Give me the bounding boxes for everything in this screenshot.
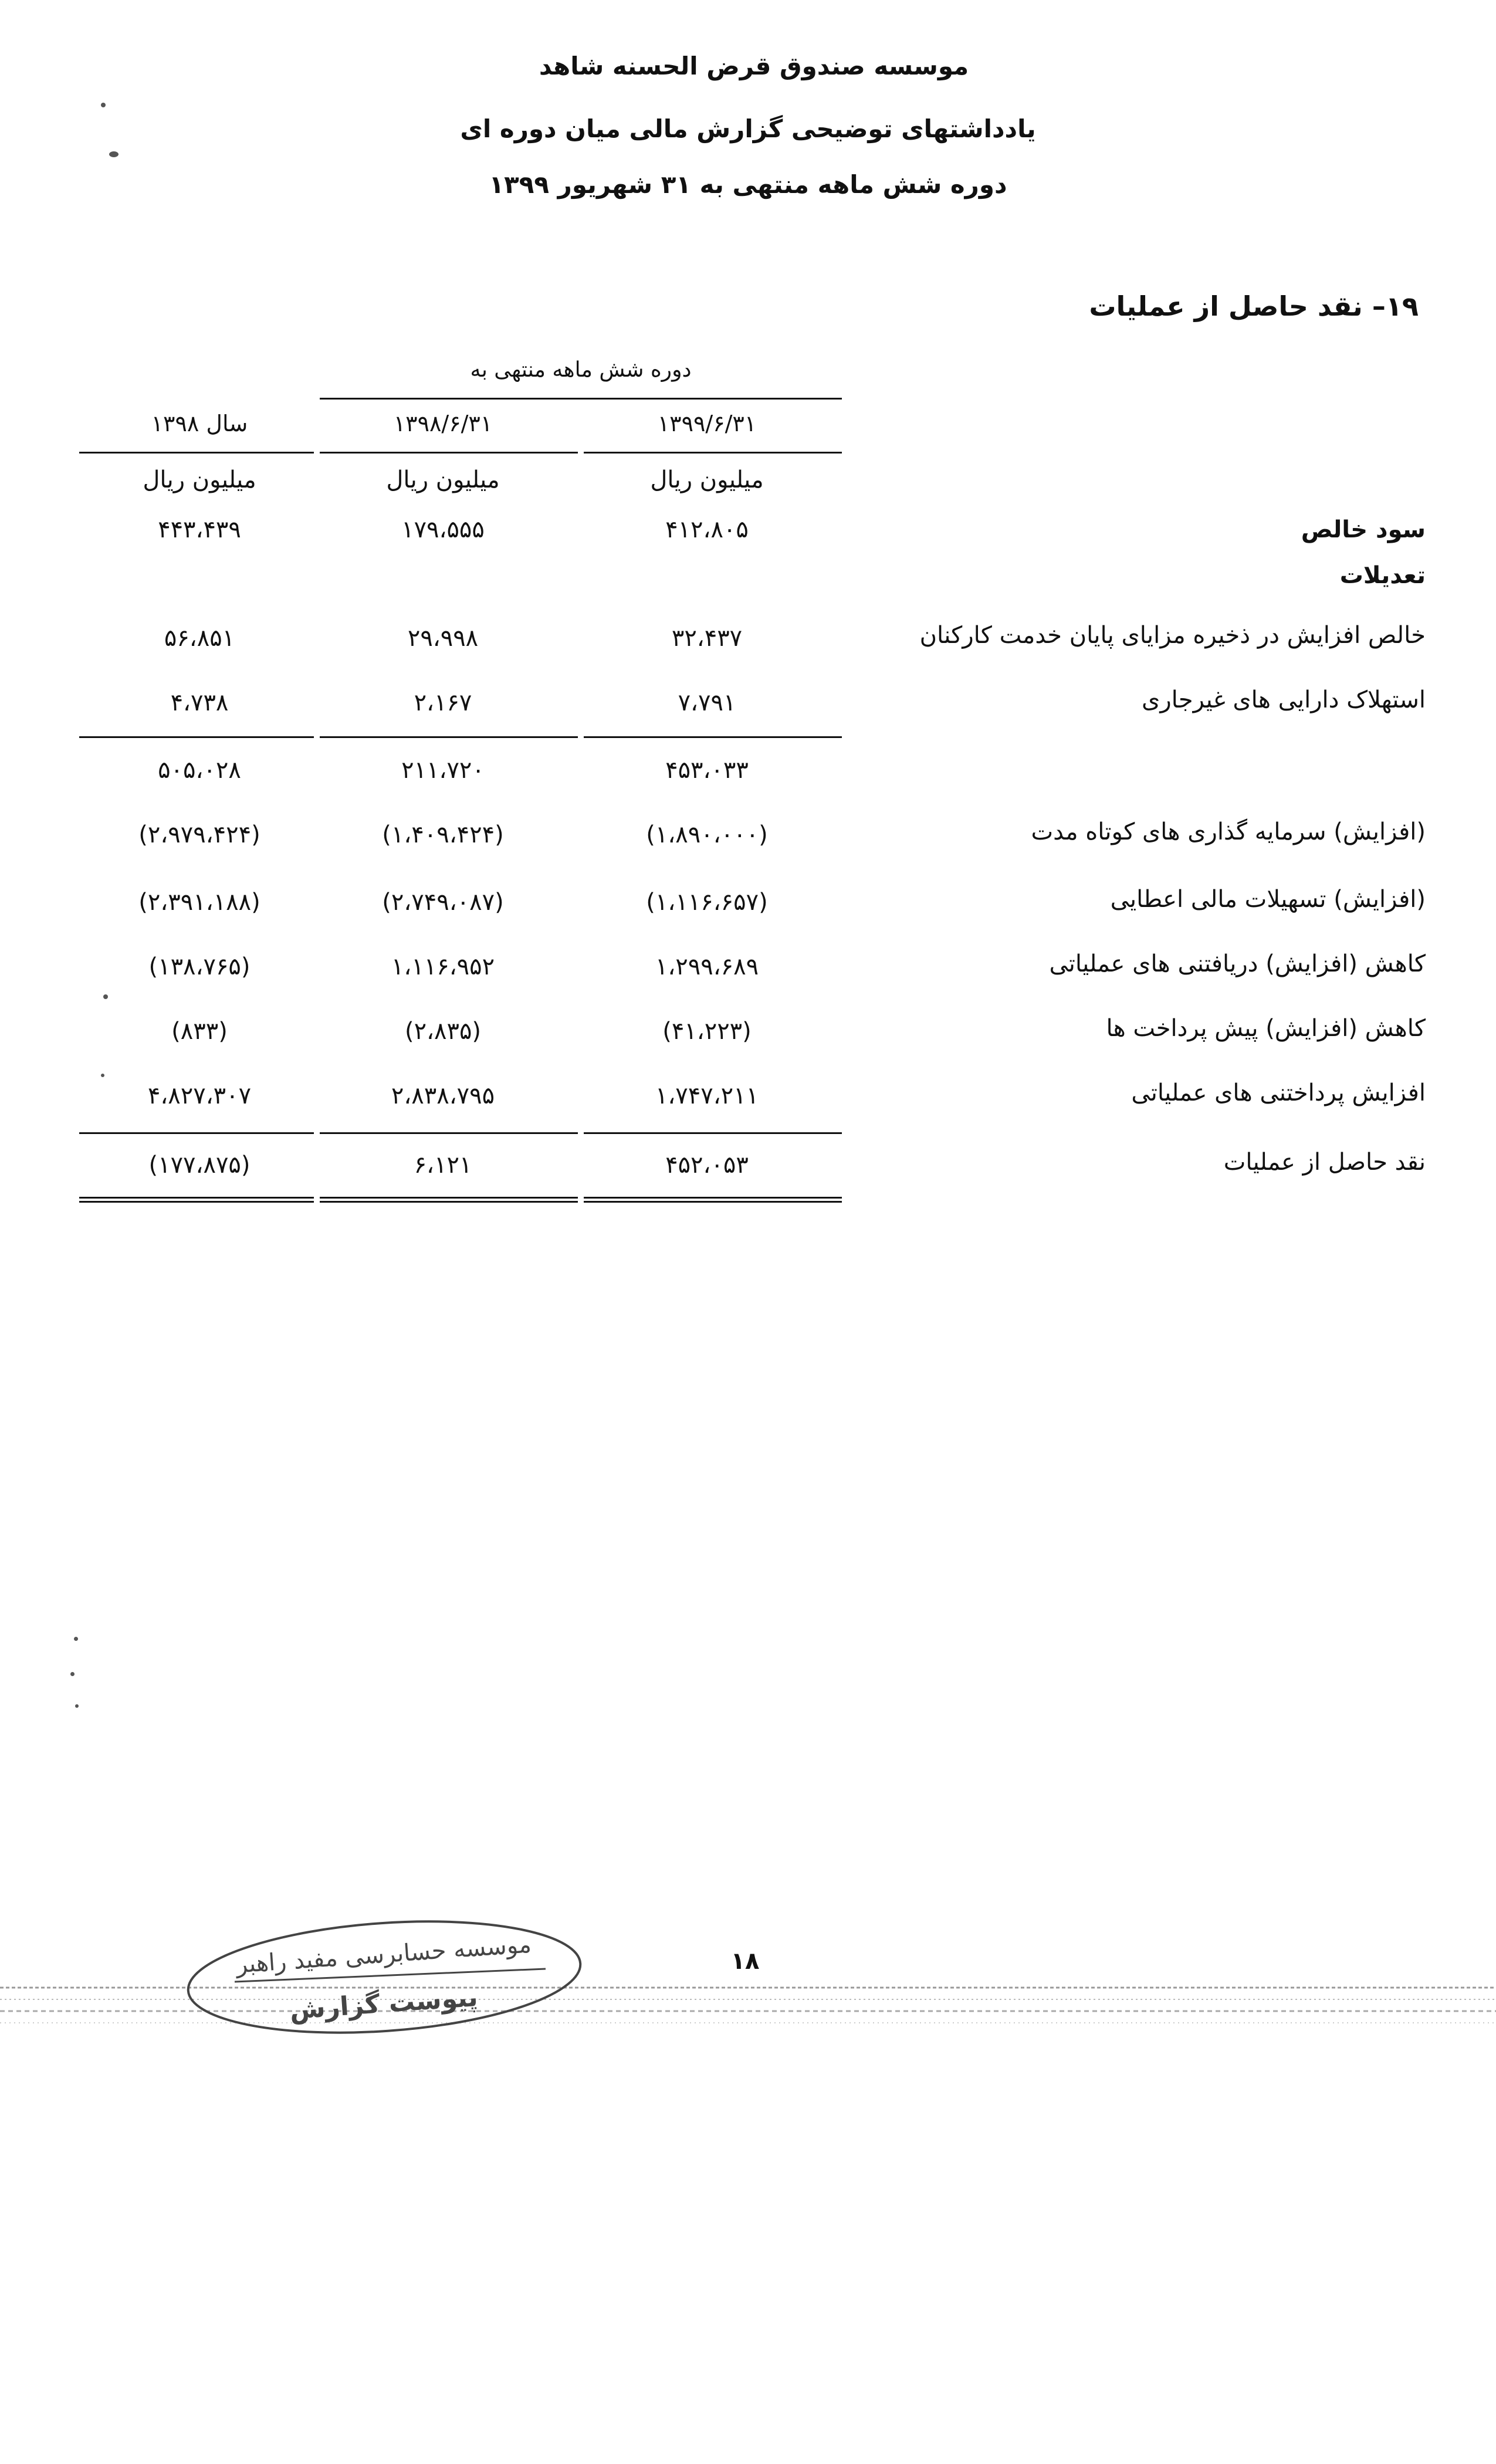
cell-payables-1398: ۴،۸۲۷،۳۰۷: [147, 1082, 252, 1109]
report-period: دوره شش ماهه منتهی به ۳۱ شهریور ۱۳۹۹: [489, 170, 1007, 199]
cell-investments-1399: (۱،۸۹۰،۰۰۰): [646, 821, 768, 848]
unit-label-col3: میلیون ریال: [143, 466, 256, 493]
unit-label-col2: میلیون ریال: [386, 466, 500, 493]
cell-total-1398-6: ۶،۱۲۱: [414, 1152, 472, 1179]
total-rule-col1: [584, 1132, 842, 1134]
column-header-year-1398: سال ۱۳۹۸: [151, 411, 248, 436]
cell-payables-1398-6: ۲،۸۳۸،۷۹۵: [391, 1082, 495, 1109]
cell-investments-1398: (۲،۹۷۹،۴۲۴): [138, 821, 260, 848]
cell-loans-1398: (۲،۳۹۱،۱۸۸): [138, 889, 260, 916]
cell-depreciation-1398-6: ۲،۱۶۷: [414, 689, 472, 716]
page-number: ۱۸: [730, 1948, 760, 1975]
subtotal-rule-col2: [320, 736, 578, 738]
org-name: موسسه صندوق قرض الحسنه شاهد: [539, 52, 969, 80]
cell-net-profit-1399: ۴۱۲،۸۰۵: [665, 516, 749, 543]
row-label-depreciation: استهلاک دارایی های غیرجاری: [1142, 686, 1426, 713]
cell-prepayments-1398-6: (۲،۸۳۵): [404, 1018, 482, 1045]
subtotal-rule-col1: [584, 736, 842, 738]
row-label-short-term-investments: (افزایش) سرمایه گذاری های کوتاه مدت: [1031, 818, 1426, 845]
scan-speck: [103, 994, 108, 999]
scan-speck: [101, 1074, 104, 1077]
cell-prepayments-1399: (۴۱،۲۲۳): [662, 1018, 752, 1045]
cell-investments-1398-6: (۱،۴۰۹،۴۲۴): [382, 821, 504, 848]
cell-depreciation-1398: ۴،۷۳۸: [170, 689, 229, 716]
header-rule-col2: [320, 452, 578, 453]
cell-loans-1398-6: (۲،۷۴۹،۰۸۷): [382, 889, 504, 916]
column-header-1399: ۱۳۹۹/۶/۳۱: [657, 411, 757, 436]
cell-net-profit-1398: ۴۴۳،۴۳۹: [158, 516, 241, 543]
period-label: دوره شش ماهه منتهی به: [470, 358, 692, 382]
cell-reserve-1399: ۳۲،۴۳۷: [671, 625, 743, 652]
period-rule: [320, 398, 842, 400]
cell-total-1398: (۱۷۷،۸۷۵): [148, 1152, 251, 1179]
report-title: یادداشتهای توضیحی گزارش مالی میان دوره ای: [460, 114, 1036, 143]
double-rule-col3: [79, 1197, 314, 1203]
cell-total-1399: ۴۵۲،۰۵۳: [665, 1152, 749, 1179]
cell-subtotal-1398-6: ۲۱۱،۷۲۰: [401, 757, 485, 784]
scan-speck: [70, 1672, 75, 1676]
svg-text:موسسه حسابرسی مفید راهبر: موسسه حسابرسی مفید راهبر: [235, 1931, 533, 1979]
cell-reserve-1398: ۵۶،۸۵۱: [164, 625, 235, 652]
column-header-1398-6: ۱۳۹۸/۶/۳۱: [393, 411, 493, 436]
row-label-prepayments: کاهش (افزایش) پیش پرداخت ها: [1106, 1015, 1426, 1042]
scan-speck: [101, 103, 106, 107]
cell-receivables-1398: (۱۳۸،۷۶۵): [148, 953, 251, 980]
row-label-net-profit: سود خالص: [1301, 516, 1426, 543]
svg-text:پیوست گزارش: پیوست گزارش: [288, 1982, 479, 2026]
cell-payables-1399: ۱،۷۴۷،۲۱۱: [655, 1082, 759, 1109]
cell-receivables-1399: ۱،۲۹۹،۶۸۹: [655, 953, 759, 980]
cell-subtotal-1398: ۵۰۵،۰۲۸: [158, 757, 241, 784]
row-label-loans-granted: (افزایش) تسهیلات مالی اعطایی: [1110, 886, 1426, 913]
cell-prepayments-1398: (۸۳۳): [171, 1018, 228, 1045]
cell-subtotal-1399: ۴۵۳،۰۳۳: [665, 757, 749, 784]
subtotal-rule-col3: [79, 736, 314, 738]
row-label-end-of-service-reserve: خالص افزایش در ذخیره مزایای پایان خدمت کارکنان: [919, 622, 1426, 649]
row-label-adjustments: تعدیلات: [1339, 562, 1426, 589]
cell-depreciation-1399: ۷،۷۹۱: [678, 689, 736, 716]
cell-reserve-1398-6: ۲۹،۹۹۸: [407, 625, 479, 652]
scan-speck: [75, 1704, 79, 1708]
cell-net-profit-1398-6: ۱۷۹،۵۵۵: [401, 516, 485, 543]
double-rule-col1: [584, 1197, 842, 1203]
header-rule-col3: [79, 452, 314, 453]
scan-speck: [74, 1637, 78, 1641]
header-rule-col1: [584, 452, 842, 453]
scan-speck: [109, 151, 119, 157]
section-title: ۱۹– نقد حاصل از عملیات: [1089, 290, 1419, 322]
total-rule-col2: [320, 1132, 578, 1134]
double-rule-col2: [320, 1197, 578, 1203]
row-label-operating-payables: افزایش پرداختنی های عملیاتی: [1131, 1079, 1426, 1106]
auditor-stamp: [182, 1918, 587, 2036]
cell-loans-1399: (۱،۱۱۶،۶۵۷): [646, 889, 768, 916]
row-label-cash-from-operations: نقد حاصل از عملیات: [1223, 1149, 1426, 1176]
row-label-operating-receivables: کاهش (افزایش) دریافتنی های عملیاتی: [1049, 950, 1426, 977]
cell-receivables-1398-6: ۱،۱۱۶،۹۵۲: [391, 953, 495, 980]
total-rule-col3: [79, 1132, 314, 1134]
unit-label-col1: میلیون ریال: [650, 466, 764, 493]
